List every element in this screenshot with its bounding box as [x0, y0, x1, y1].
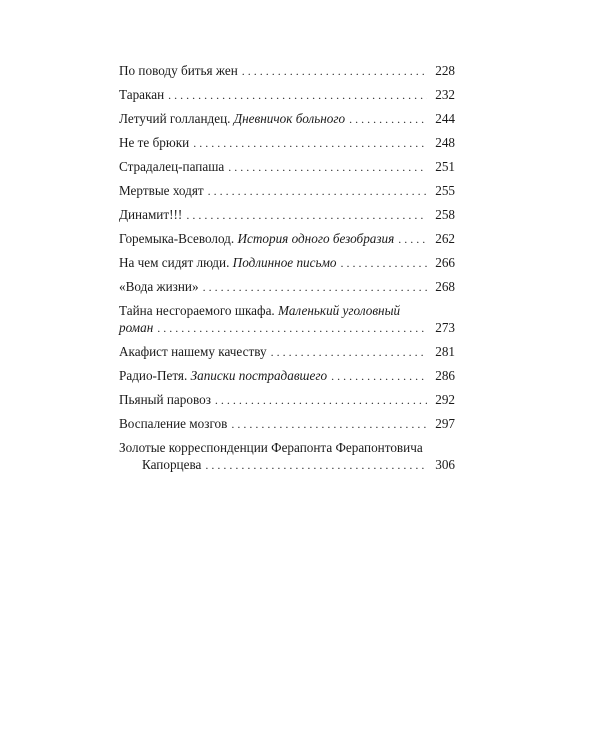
toc-entry-page: 268 — [435, 279, 455, 294]
toc-entry-title: Акафист нашему качеству — [119, 344, 267, 359]
table-of-contents — [119, 62, 455, 480]
toc-entry[interactable] — [119, 206, 455, 224]
toc-entry-subtitle: Маленький уголовный — [278, 303, 401, 318]
toc-entry[interactable] — [119, 439, 455, 474]
toc-entry[interactable] — [119, 278, 455, 296]
toc-entry-page: 292 — [435, 392, 455, 407]
toc-entry-page: 266 — [435, 255, 455, 270]
toc-entry[interactable] — [119, 62, 455, 80]
toc-entry-page: 258 — [435, 207, 455, 222]
dot-leader — [271, 344, 427, 361]
toc-entry[interactable] — [119, 254, 455, 272]
toc-entry[interactable] — [119, 415, 455, 433]
toc-entry[interactable] — [119, 391, 455, 409]
toc-entry-page: 244 — [435, 111, 455, 126]
dot-leader — [193, 135, 427, 152]
dot-leader — [157, 320, 427, 337]
dot-leader — [349, 111, 427, 128]
toc-entry-page: 306 — [435, 457, 455, 472]
dot-leader — [205, 457, 427, 474]
toc-entry[interactable] — [119, 158, 455, 176]
toc-entry-title: Радио-Петя. Записки пострадавшего — [119, 368, 328, 383]
toc-entry-page: 286 — [435, 368, 455, 383]
dot-leader — [331, 368, 427, 385]
toc-entry-title: Мертвые ходят — [119, 183, 204, 198]
dot-leader — [208, 183, 427, 200]
toc-entry-title: Горемыка-Всеволод. История одного безобразия — [119, 231, 395, 246]
toc-entry-subtitle: Дневничок больного — [233, 111, 346, 126]
toc-entry-subtitle: Подлинное письмо — [232, 255, 337, 270]
toc-entry-title-continued: Капорцева — [142, 457, 202, 472]
toc-entry-subtitle-continued: роман — [119, 320, 154, 335]
toc-entry-page: 255 — [435, 183, 455, 198]
toc-entry[interactable] — [119, 302, 455, 337]
toc-entry[interactable] — [119, 343, 455, 361]
toc-entry-page: 297 — [435, 416, 455, 431]
toc-entry[interactable] — [119, 367, 455, 385]
toc-entry-title: Золотые корреспонденции Ферапонта Ферапонтовича — [119, 440, 423, 455]
toc-entry-title: Воспаление мозгов — [119, 416, 228, 431]
toc-entry-page: 281 — [435, 344, 455, 359]
toc-entry-title: Таракан — [119, 87, 165, 102]
toc-entry-title: Не те брюки — [119, 135, 190, 150]
toc-entry-page: 228 — [435, 63, 455, 78]
dot-leader — [398, 231, 427, 248]
toc-entry-title: «Вода жизни» — [119, 279, 199, 294]
toc-entry-page: 273 — [435, 320, 455, 335]
dot-leader — [231, 416, 427, 433]
dot-leader — [228, 159, 427, 176]
toc-entry-page: 262 — [435, 231, 455, 246]
dot-leader — [215, 392, 427, 409]
toc-entry[interactable] — [119, 230, 455, 248]
toc-entry-page: 232 — [435, 87, 455, 102]
toc-entry-title: Динамит!!! — [119, 207, 183, 222]
toc-entry[interactable] — [119, 86, 455, 104]
dot-leader — [203, 279, 427, 296]
toc-entry[interactable] — [119, 110, 455, 128]
toc-entry-subtitle: Записки пострадавшего — [190, 368, 328, 383]
toc-entry-title: На чем сидят люди. Подлинное письмо — [119, 255, 337, 270]
dot-leader — [168, 87, 427, 104]
toc-entry-title: Страдалец-папаша — [119, 159, 225, 174]
toc-entry[interactable] — [119, 182, 455, 200]
toc-entry-page: 248 — [435, 135, 455, 150]
toc-entry-subtitle: История одного безобразия — [237, 231, 395, 246]
toc-entry-title: Пьяный паровоз — [119, 392, 211, 407]
toc-entry-title: По поводу битья жен — [119, 63, 238, 78]
dot-leader — [186, 207, 427, 224]
dot-leader — [341, 255, 427, 272]
dot-leader — [242, 63, 427, 80]
toc-entry-title: Летучий голландец. Дневничок больного — [119, 111, 346, 126]
toc-entry-page: 251 — [435, 159, 455, 174]
toc-entry[interactable] — [119, 134, 455, 152]
toc-entry-title: Тайна несгораемого шкафа. Маленький уголовный — [119, 303, 401, 318]
